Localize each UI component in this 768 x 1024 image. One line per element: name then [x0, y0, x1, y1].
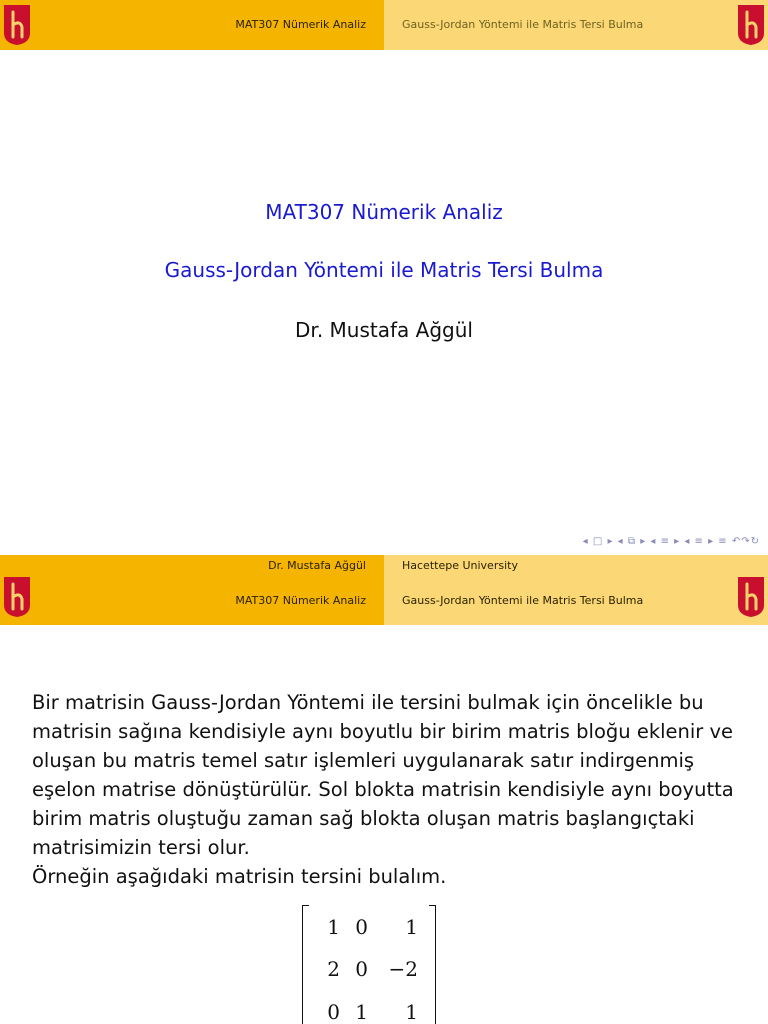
matrix-right-bracket	[429, 905, 436, 1024]
matrix-cell: 0	[355, 915, 368, 939]
matrix-cell: 2	[327, 957, 340, 981]
header-topic-label: Gauss-Jordan Yöntemi ile Matris Tersi Bulma	[402, 594, 644, 607]
author-name: Dr. Mustafa Ağgül	[295, 318, 473, 342]
slide-body	[32, 688, 738, 891]
header-left-panel	[0, 555, 384, 625]
header-topic-label: Gauss-Jordan Yöntemi ile Matris Tersi Bulma	[402, 18, 644, 31]
hacettepe-logo-icon	[734, 3, 768, 47]
beamer-navigation-bar[interactable]: ◂ □ ▸ ◂ ⧉ ▸ ◂ ≡ ▸ ◂ ≡ ▸ ≡ ↶↷↻	[582, 536, 760, 547]
header-author-label: Dr. Mustafa Ağgül	[268, 559, 366, 572]
matrix-left-bracket	[302, 905, 309, 1024]
hacettepe-logo-icon	[0, 575, 34, 619]
matrix-cell: 1	[405, 1000, 418, 1024]
matrix-cell: 1	[355, 1000, 368, 1024]
header-course-label: MAT307 Nümerik Analiz	[235, 18, 366, 31]
example-sentence: Örneğin aşağıdaki matrisin tersini bulalım.	[32, 865, 447, 888]
matrix-cell: −2	[388, 957, 418, 981]
content-slide	[0, 555, 768, 1024]
hacettepe-logo-icon	[0, 3, 34, 47]
header-right-panel	[384, 0, 768, 50]
header-band	[0, 0, 768, 50]
header-band	[0, 555, 768, 625]
header-course-label: MAT307 Nümerik Analiz	[235, 594, 366, 607]
course-title: MAT307 Nümerik Analiz	[265, 200, 503, 224]
header-left-panel	[0, 0, 384, 50]
topic-title: Gauss-Jordan Yöntemi ile Matris Tersi Bulma	[164, 258, 604, 282]
header-right-panel	[384, 555, 768, 625]
matrix-cell: 0	[355, 957, 368, 981]
matrix-cell: 1	[327, 915, 340, 939]
header-university-label: Hacettepe University	[402, 559, 518, 572]
method-paragraph: Bir matrisin Gauss-Jordan Yöntemi ile tersini bulmak için öncelikle bu matrisin sağına kendisiyle aynı boyutlu bir birim matris bloğu eklenir ve oluşan bu matris temel satır işlemleri uygulanarak satır indirgenmiş eşelon matrise dönüştürülür. Sol blokta matrisin kendisiyle aynı boyutta birim matris oluştuğu zaman sağ blokta oluşan matris başlangıçtaki matrisimizin tersi olur.	[32, 691, 734, 859]
hacettepe-logo-icon	[734, 575, 768, 619]
matrix-cell: 1	[405, 915, 418, 939]
example-matrix	[302, 905, 436, 1024]
matrix-cell: 0	[327, 1000, 340, 1024]
